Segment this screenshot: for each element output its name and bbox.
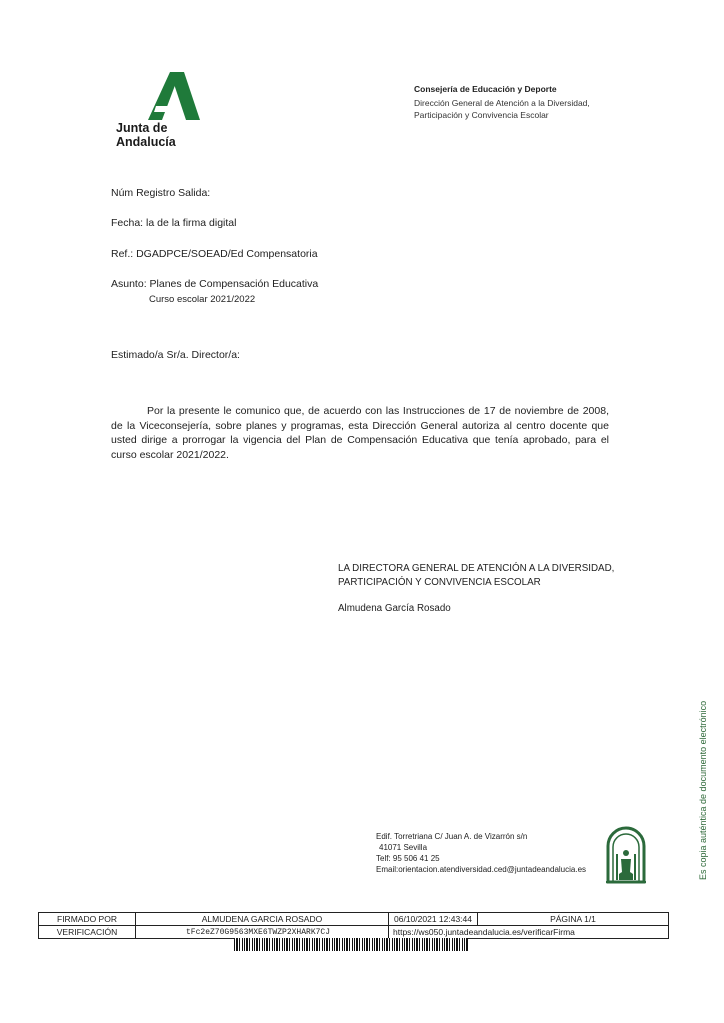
signature-title-line-1: LA DIRECTORA GENERAL DE ATENCIÓN A LA DIVERSIDAD,: [338, 563, 615, 574]
fecha-line: Fecha: la de la firma digital: [111, 217, 237, 229]
subdepartment-line-2: Participación y Convivencia Escolar: [414, 109, 549, 120]
signature-title-line-2: PARTICIPACIÓN Y CONVIVENCIA ESCOLAR: [338, 577, 541, 588]
address-line-1: Edif. Torretriana C/ Juan A. de Vizarrón s/n: [376, 832, 528, 841]
address-line-2: 41071 Sevilla: [379, 843, 428, 852]
junta-andalucia-logo-icon: [140, 72, 200, 124]
header-department: [414, 84, 634, 121]
logo-text: Junta de Andalucía: [116, 121, 176, 149]
authentic-copy-note: Es copia auténtica de documento electrónico: [698, 700, 708, 880]
verificacion-label: VERIFICACIÓN: [39, 926, 136, 939]
junta-andalucia-logo: [112, 70, 224, 149]
table-row: [39, 926, 669, 939]
verification-url[interactable]: https://ws050.juntadeandalucia.es/verificarFirma: [389, 926, 669, 939]
body-text: Por la presente le comunico que, de acuerdo con las Instrucciones de 17 de noviembre de 2008, de la Viceconsejería, sobre planes y programas, esta Dirección General autoriza al centro docente que usted dirige a prorrogar la vigencia del Plan de Compensación Educativa que tenía aprobado, para el curso escolar 2021/2022.: [111, 405, 609, 461]
ref-line: Ref.: DGADPCE/SOEAD/Ed Compensatoria: [111, 248, 318, 260]
verification-code: tFc2eZ70G9563MXE6TWZP2XHARK7CJ: [136, 926, 389, 939]
body-paragraph: [111, 404, 609, 462]
verification-barcode: [234, 938, 468, 951]
signature-name: Almudena García Rosado: [338, 603, 451, 614]
page-number: PÁGINA 1/1: [478, 913, 669, 926]
signature-block: [338, 562, 628, 616]
address-line-4: Email:orientacion.atendiversidad.ced@juntadeandalucia.es: [376, 865, 587, 874]
table-row: [39, 913, 669, 926]
firma-date: 06/10/2021 12:43:44: [389, 913, 478, 926]
greeting: Estimado/a Sr/a. Director/a:: [111, 349, 240, 361]
asunto-block: [111, 277, 411, 291]
asunto-line-2: Curso escolar 2021/2022: [149, 294, 256, 305]
department-name: Consejería de Educación y Deporte: [414, 84, 557, 94]
firmado-value: ALMUDENA GARCIA ROSADO: [136, 913, 389, 926]
address-block: [376, 831, 606, 875]
registro-line: Núm Registro Salida:: [111, 187, 211, 199]
subdepartment-line-1: Dirección General de Atención a la Diversidad,: [414, 98, 590, 108]
asunto-label: Asunto:: [111, 278, 147, 290]
firmado-label: FIRMADO POR: [39, 913, 136, 926]
asunto-line-1: Planes de Compensación Educativa: [149, 278, 319, 290]
andalucia-coat-of-arms-icon: [604, 826, 648, 884]
address-line-3: Telf: 95 506 41 25: [376, 854, 440, 863]
